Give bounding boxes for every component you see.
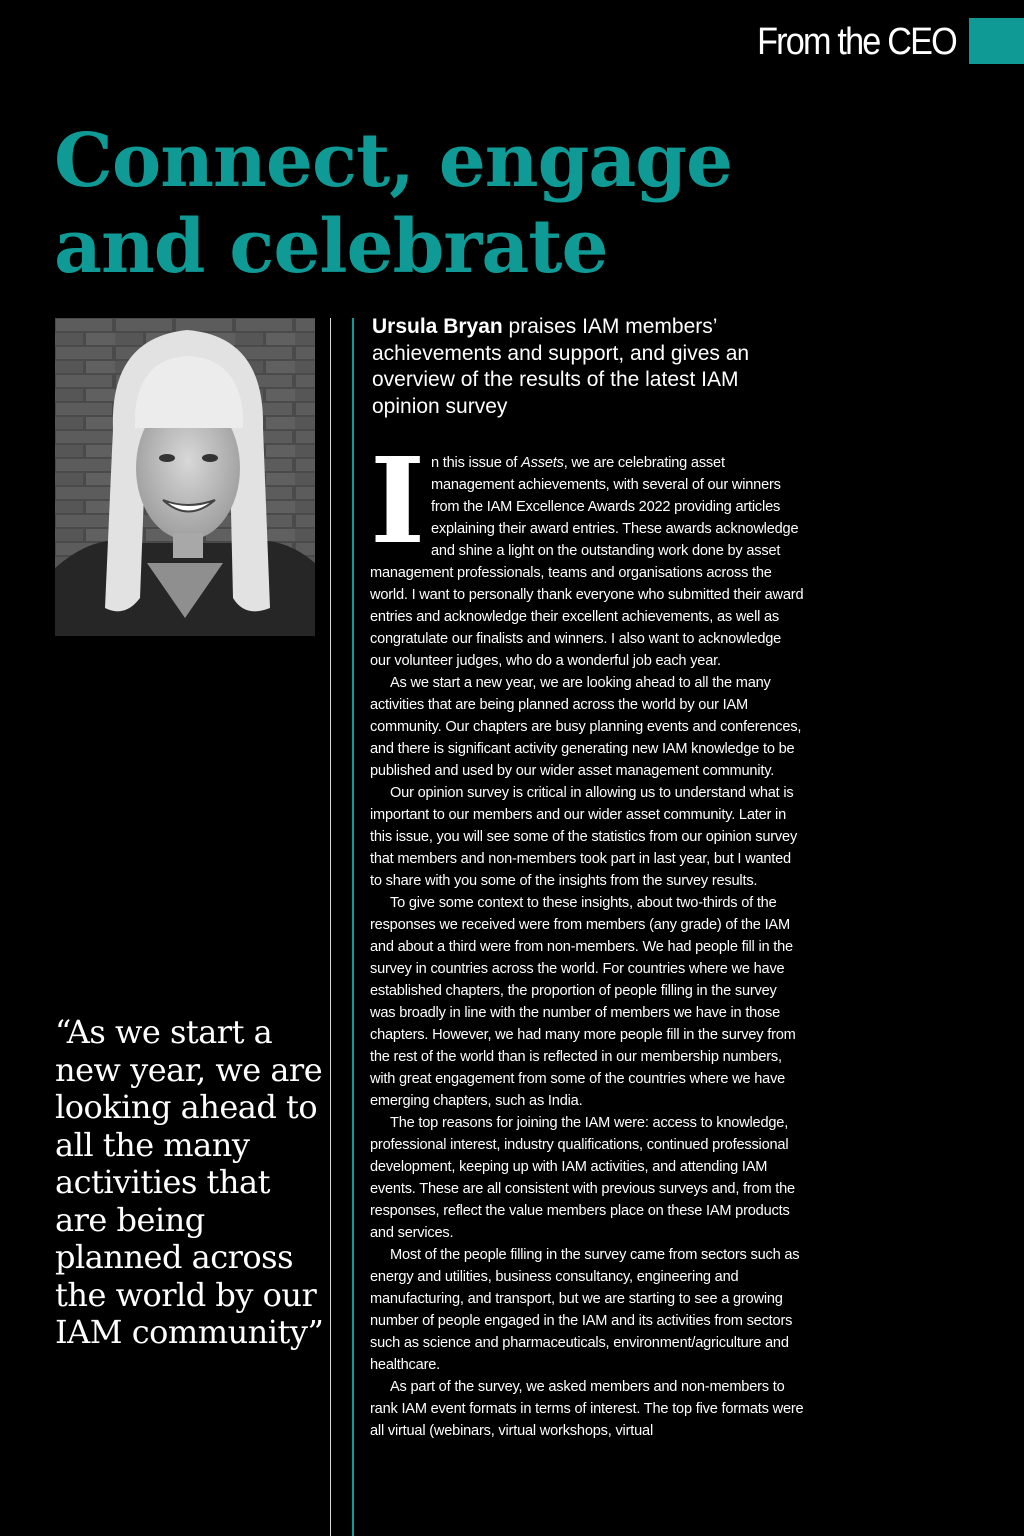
body-paragraph xyxy=(370,431,804,672)
column-divider xyxy=(330,318,331,1536)
body-text-run: , we are celebrating asset management achievements, with several of our winners from the IAM Excellence Awards 2022 providing articles explaining their award entries. These awards acknowledge and shine a light on the outstanding work done by asset management professionals, teams and organisations across the world. I want to personally thank everyone who submitted their award entries and acknowledge their excellent achievements, as well as congratulate our finalists and winners. I also want to acknowledge our volunteer judges, who do a wonderful job each year. xyxy=(370,455,804,669)
body-paragraph: As part of the survey, we asked members and non-members to rank IAM event formats in terms of interest. The top five formats were all virtual (webinars, virtual workshops, virtual xyxy=(370,1379,804,1439)
standfirst xyxy=(372,314,792,420)
body-paragraph: The top reasons for joining the IAM were: access to knowledge, professional interest, industry qualifications, continued professional development, keeping up with IAM activities, and attending IAM events. These are all consistent with previous surveys and, from the responses, reflect the value members place on these IAM products and services. xyxy=(370,1115,795,1241)
body-paragraph: Our opinion survey is critical in allowing us to understand what is important to our members and our wider asset community. Later in this issue, you will see some of the statistics from our opinion survey that members and non-members took part in last year, but I wanted to share with you some of the insights from the survey results. xyxy=(370,785,798,889)
body-paragraph: Most of the people filling in the survey came from sectors such as energy and utilities, business consultancy, engineering and manufacturing, and transport, but we are starting to see a growing number of people engaged in the IAM and its activities from sectors such as science and pharmaceuticals, environment/agriculture and healthcare. xyxy=(370,1247,800,1373)
standfirst-text: praises IAM members’ achievements and support, and gives an overview of the results of the latest IAM opinion survey xyxy=(372,315,750,418)
body-text-run: n this issue of xyxy=(431,455,522,471)
section-label: From the CEO xyxy=(757,21,956,63)
section-tab xyxy=(969,18,1024,64)
headline-line-1: Connect, engage xyxy=(54,118,733,204)
body-paragraph: As we start a new year, we are looking ahead to all the many activities that are being planned across the world by our IAM community. Our chapters are busy planning events and conferences, and there is significant activity generating new IAM knowledge to be published and used by our wider asset management community. xyxy=(370,675,802,779)
body-paragraph: To give some context to these insights, about two-thirds of the responses we received were from members (any grade) of the IAM and about a third were from non-members. We had people fill in the survey in countries across the world. For countries where we have established chapters, the proportion of people filling in the survey was broadly in line with the number of members we have in those chapters. However, we had many more people fill in the survey from the rest of the world than is reflected in our membership numbers, with great engagement from some of the countries where we have emerging chapters, such as India. xyxy=(370,895,796,1109)
column-accent-rule xyxy=(352,318,354,1536)
pull-quote: “As we start a new year, we are looking ahead to all the many activities that are being planned across the world by our IAM community” xyxy=(55,1013,324,1351)
publication-name: Assets xyxy=(521,455,564,471)
article-body xyxy=(370,431,804,1442)
headline xyxy=(54,118,814,290)
author-photo xyxy=(55,318,315,636)
standfirst-author: Ursula Bryan xyxy=(372,315,503,338)
drop-cap: I xyxy=(370,431,425,570)
headline-line-2: and celebrate xyxy=(54,204,608,290)
